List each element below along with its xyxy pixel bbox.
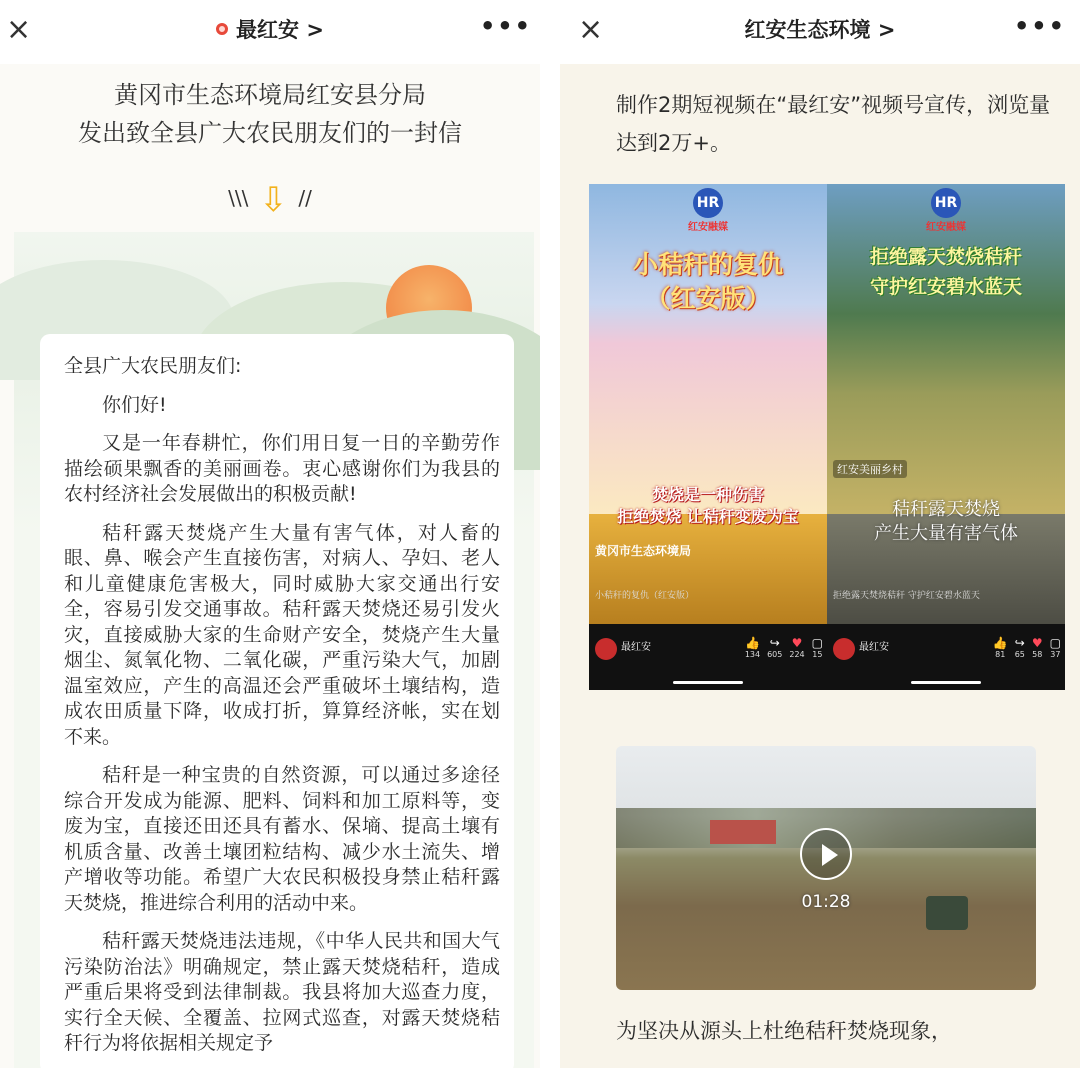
more-icon[interactable]: ••• — [479, 12, 532, 40]
close-icon[interactable]: × — [578, 12, 604, 47]
comment-count: 37 — [1050, 650, 1061, 659]
video-player[interactable] — [616, 746, 1036, 990]
logo-icon: HR — [693, 188, 723, 218]
comment-icon: ▢ — [1049, 636, 1061, 650]
video-1-title: 小秸秆的复仇 （红安版） — [632, 250, 783, 313]
video-1-background — [589, 184, 827, 514]
panel-divider — [540, 0, 560, 1068]
video-1-caption: 小秸秆的复仇（红安版） — [595, 591, 695, 601]
video-1-stats — [745, 636, 823, 659]
thumbs-up-icon: 👍 — [992, 636, 1008, 650]
video-screenshot-1[interactable] — [589, 184, 827, 690]
heading-line-2: 发出致全县广大农民朋友们的一封信 — [78, 119, 462, 147]
heart-stat[interactable] — [789, 636, 804, 659]
like-count: 134 — [744, 650, 761, 659]
letter-paragraph-2: 秸秆露天焚烧产生大量有害气体，对人畜的眼、鼻、喉会产生直接伤害，对病人、孕妇、老人和儿童健康危害极大，同时威胁大家交通出行安全，容易引发交通事故。秸秆露天焚烧还易引发火灾，直接威胁大家的生命财产安全，焚烧产生大量烟尘、氮氧化物、二氧化碳，严重污染大气，加剧温室效应，产生的高温还会严重破坏土壤结构，造成农田质量下降，收成打折，算算经济帐，实在划不来。 — [64, 521, 500, 748]
share-icon: ↪ — [1014, 636, 1025, 650]
account-name: 红安生态环境 — [744, 18, 871, 42]
comment-icon: ▢ — [811, 636, 823, 650]
house-image — [710, 820, 776, 844]
heart-icon: ♥ — [1031, 636, 1043, 650]
home-indicator — [673, 681, 743, 684]
video-2-info-bar — [827, 626, 1065, 690]
letter-paragraph-1: 又是一年春耕忙，你们用日复一日的辛勤劳作描绘硕果飘香的美丽画卷。衷心感谢你们为我县的农村经济社会发展做出的积极贡献! — [64, 432, 500, 505]
article-text-top: 制作2期短视频在“最红安”视频号宣传，浏览量达到2万+。 — [616, 93, 1051, 155]
share-count: 65 — [1014, 650, 1025, 659]
avatar[interactable] — [595, 638, 617, 660]
video-1-info-bar — [589, 626, 827, 690]
heart-icon: ♥ — [791, 636, 803, 650]
share-stat[interactable] — [1015, 636, 1025, 659]
share-stat[interactable] — [767, 636, 782, 659]
letter-paragraph-4: 秸秆露天焚烧违法违规，《中华人民共和国大气污染防治法》明确规定，禁止露天焚烧秸秆，造成严重后果将受到法律制裁。我县将加大巡查力度，实行全天候、全覆盖、拉网式巡查，对露天焚烧秸秆行为将依据相关规定予 — [64, 930, 500, 1054]
letter-salutation: 全县广大农民朋友们: — [64, 355, 242, 377]
video-duration: 01:28 — [801, 892, 851, 912]
wheat-field-image — [589, 514, 827, 624]
heading-line-1: 黄冈市生态环境局红安县分局 — [114, 81, 426, 109]
letter-card — [40, 334, 514, 1068]
share-icon: ↪ — [769, 636, 780, 650]
video-2-slogan: 秸秆露天焚烧 产生大量有害气体 — [874, 499, 1018, 544]
avatar[interactable] — [833, 638, 855, 660]
video-2-location: 红安美丽乡村 — [833, 460, 907, 478]
video-2-stats — [993, 636, 1061, 659]
video-1-slogan: 焚烧是一种伤害 拒绝焚烧 让秸秆变废为宝 — [617, 485, 799, 526]
live-dot-icon — [216, 23, 228, 35]
left-top-bar — [0, 0, 540, 64]
like-stat[interactable] — [993, 636, 1008, 659]
heart-stat[interactable] — [1032, 636, 1043, 659]
like-stat[interactable] — [745, 636, 760, 659]
article-text-bottom: 为坚决从源头上杜绝秸秆焚烧现象， — [616, 1019, 952, 1043]
video-1-tag: 红安融媒 — [688, 222, 728, 233]
article-heading — [0, 76, 540, 152]
video-2-tag: 红安融媒 — [926, 222, 966, 233]
video-screenshot-2[interactable] — [827, 184, 1065, 690]
letter-paragraph-3: 秸秆是一种宝贵的自然资源，可以通过多途径综合开发成为能源、肥料、饲料和加工原料等，变废为宝，直接还田还具有蓄水、保墒、提高土壤有机质含量、改善土壤团粒结构、减少水土流失、增产增收等功能。希望广大农民积极投身禁止秸秆露天焚烧，推进综合利用的活动中来。 — [64, 764, 500, 914]
comment-stat[interactable] — [1050, 636, 1061, 659]
comment-count: 15 — [812, 650, 823, 659]
video-1-account[interactable]: 最红安 — [621, 642, 651, 653]
like-count: 81 — [995, 650, 1006, 659]
heart-count: 224 — [789, 650, 805, 659]
account-title[interactable] — [0, 14, 540, 44]
video-1-org: 黄冈市生态环境局 — [595, 544, 692, 558]
account-title[interactable] — [560, 14, 1080, 44]
close-icon[interactable]: × — [6, 12, 32, 47]
thumbs-up-icon: 👍 — [744, 636, 760, 650]
account-name: 最红安 — [236, 18, 300, 42]
play-icon[interactable] — [800, 828, 852, 880]
video-2-title: 拒绝露天焚烧秸秆 守护红安碧水蓝天 — [869, 246, 1022, 298]
right-top-bar — [560, 0, 1080, 64]
comment-stat[interactable] — [812, 636, 823, 659]
home-indicator — [911, 681, 981, 684]
heart-count: 58 — [1032, 650, 1043, 659]
logo-icon: HR — [931, 188, 961, 218]
video-2-caption: 拒绝露天焚烧秸秆 守护红安碧水蓝天 — [833, 591, 980, 601]
more-icon[interactable]: ••• — [1013, 12, 1066, 40]
share-count: 605 — [767, 650, 783, 659]
letter-greeting: 你们好! — [102, 393, 167, 416]
chevron-right-icon: > — [877, 18, 896, 42]
down-arrow-icon: \\\ ⇩ // — [228, 180, 312, 220]
chevron-right-icon: > — [306, 18, 324, 42]
video-2-account[interactable]: 最红安 — [859, 642, 889, 653]
